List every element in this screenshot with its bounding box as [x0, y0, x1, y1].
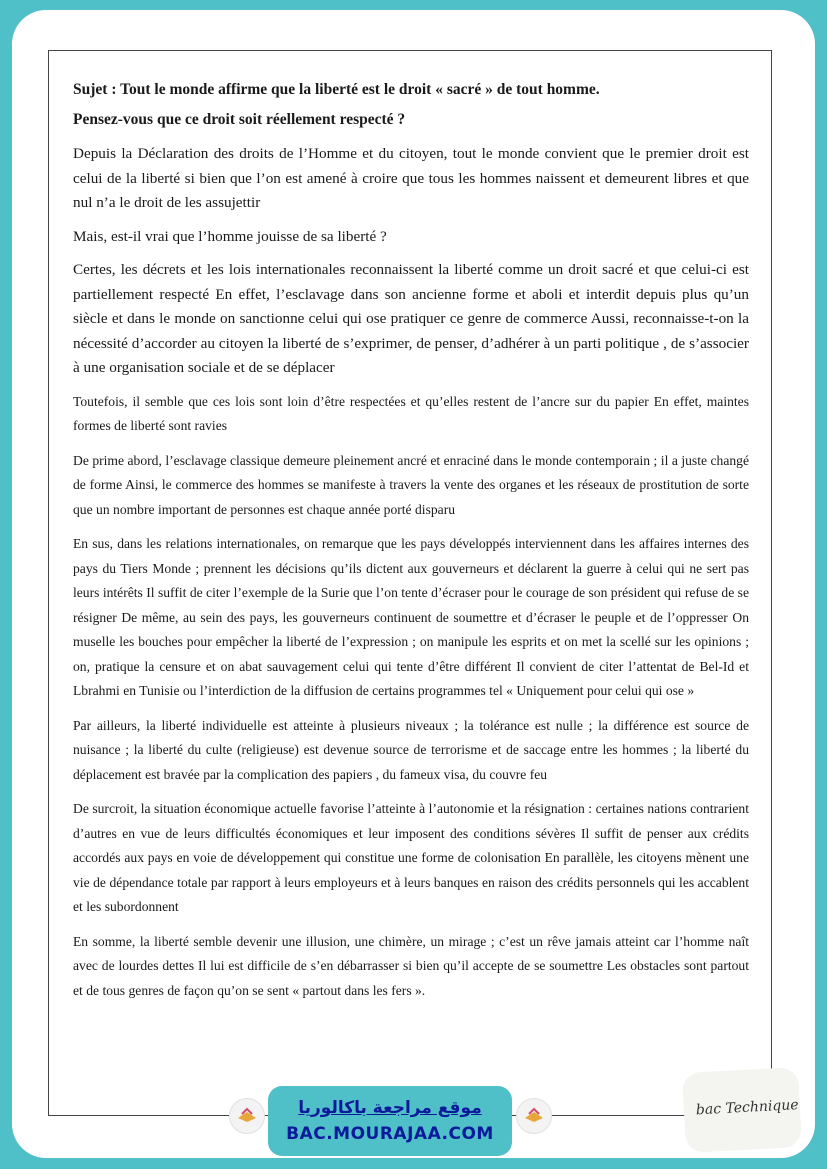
site-banner-link[interactable] — [268, 1086, 512, 1156]
paragraph-conclusion: En somme, la liberté semble devenir une illusion, une chimère, un mirage ; c’est un rêve jamais atteint car l’homme naît avec de lourdes dettes Il lui est difficile de s’en débarrasser si bien qu’il accepte de se soumettre Les obstacles sont partout et de tous genres de façon qu’on se sent « partout dans les fers ». — [73, 933, 749, 998]
paragraph-thesis: Certes, les décrets et les lois internationales reconnaissent la liberté comme un droit sacré et que celui-ci est partiellement respecté En effet, l’esclavage dans son ancienne forme et aboli et interdit depuis plus qu’un siècle et dans le monde on sanctionne celui qui ose pratiquer ce genre de commerce Aussi, reconnaisse-t-on la nécessité d’accorder au citoyen la liberté de s’exprimer, de penser, d’adhérer à un parti politique , de s’associer à une organisation sociale et de se déplacer — [73, 261, 749, 376]
subject-heading: Sujet : Tout le monde affirme que la liberté est le droit « sacré » de tout homme. — [73, 81, 600, 98]
bac-technique-badge — [682, 1067, 802, 1153]
paragraph-economic: De surcroit, la situation économique actuelle favorise l’atteinte à l’autonomie et la résignation : certaines nations contrarient d’autres en vue de leurs difficultés économiques et leur imposent des conditions sévères Il suffit de penser aux crédits accordés aux pays en voie de développement qui constitue une forme de colonisation En parallèle, les citoyens mènent une vie de dépendance totale par rapport à leurs employeurs et à leurs banques en raison des crédits personnels qui les accablent et les subordonnent — [73, 801, 749, 914]
site-arabic-title: موقع مراجعة باكالوريا — [298, 1098, 482, 1118]
paragraph-individual: Par ailleurs, la liberté individuelle est atteinte à plusieurs niveaux ; la tolérance est nulle ; la différence est source de nuisance ; la liberté du culte (religieuse) est devenue source de terrorisme et de saccage entre les hommes ; la liberté du déplacement est bravée par la complication des papiers , du fameux visa, du couvre feu — [73, 717, 749, 782]
badge-text: bac Technique — [695, 1097, 800, 1119]
right-logo-icon — [516, 1098, 552, 1134]
left-logo-icon — [229, 1098, 265, 1134]
document-content — [73, 80, 749, 1013]
question-heading: Pensez-vous que ce droit soit réellement respecté ? — [73, 111, 406, 128]
paragraph-intro: Depuis la Déclaration des droits de l’Homme et du citoyen, tout le monde convient que le premier droit est celui de la liberté si bien que l’on est amené à croire que tous les hommes naissent et demeurent libres et que nul n’a le droit de les assujettir — [73, 145, 749, 211]
site-url: BAC.MOURAJAA.COM — [286, 1124, 494, 1144]
paragraph-international: En sus, dans les relations internationales, on remarque que les pays développés interviennent dans les affaires internes des pays du Tiers Monde ; prennent les décisions qu’ils dictent aux gouverneurs et déclarent la guerre à celui qui ne sert pas leurs intérêts Il suffit de citer l’exemple de la Surie que l’on tente d’écraser pour le courage de son président qui refuse de se résigner De même, au sein des pays, les gouverneurs continuent de soumettre et d’écraser le peuple et de l’oppresser On muselle les bouches pour empêcher la liberté de l’expression ; on manipule les esprits et on met la scellé sur les opinions ; on, pratique la censure et on abat sauvagement celui qui tente d’être différent Il convient de citer l’attentat de Bel-Id et Lbrahmi en Tunisie ou l’interdiction de la diffusion de certains programmes tel « Uniquement pour celui qui ose » — [73, 536, 749, 698]
paragraph-slavery: De prime abord, l’esclavage classique demeure pleinement ancré et enraciné dans le monde contemporain ; il a juste changé de forme Ainsi, le commerce des hommes se manifeste à travers la vente des organes et les réseaux de prostitution de sorte que un nombre important de personnes est chaque année porté disparu — [73, 452, 749, 517]
paragraph-problematic: Mais, est-il vrai que l’homme jouisse de sa liberté ? — [73, 227, 387, 245]
paragraph-antithesis: Toutefois, il semble que ces lois sont loin d’être respectées et qu’elles restent de l’ancre sur du papier En effet, maintes formes de liberté sont ravies — [73, 393, 749, 433]
